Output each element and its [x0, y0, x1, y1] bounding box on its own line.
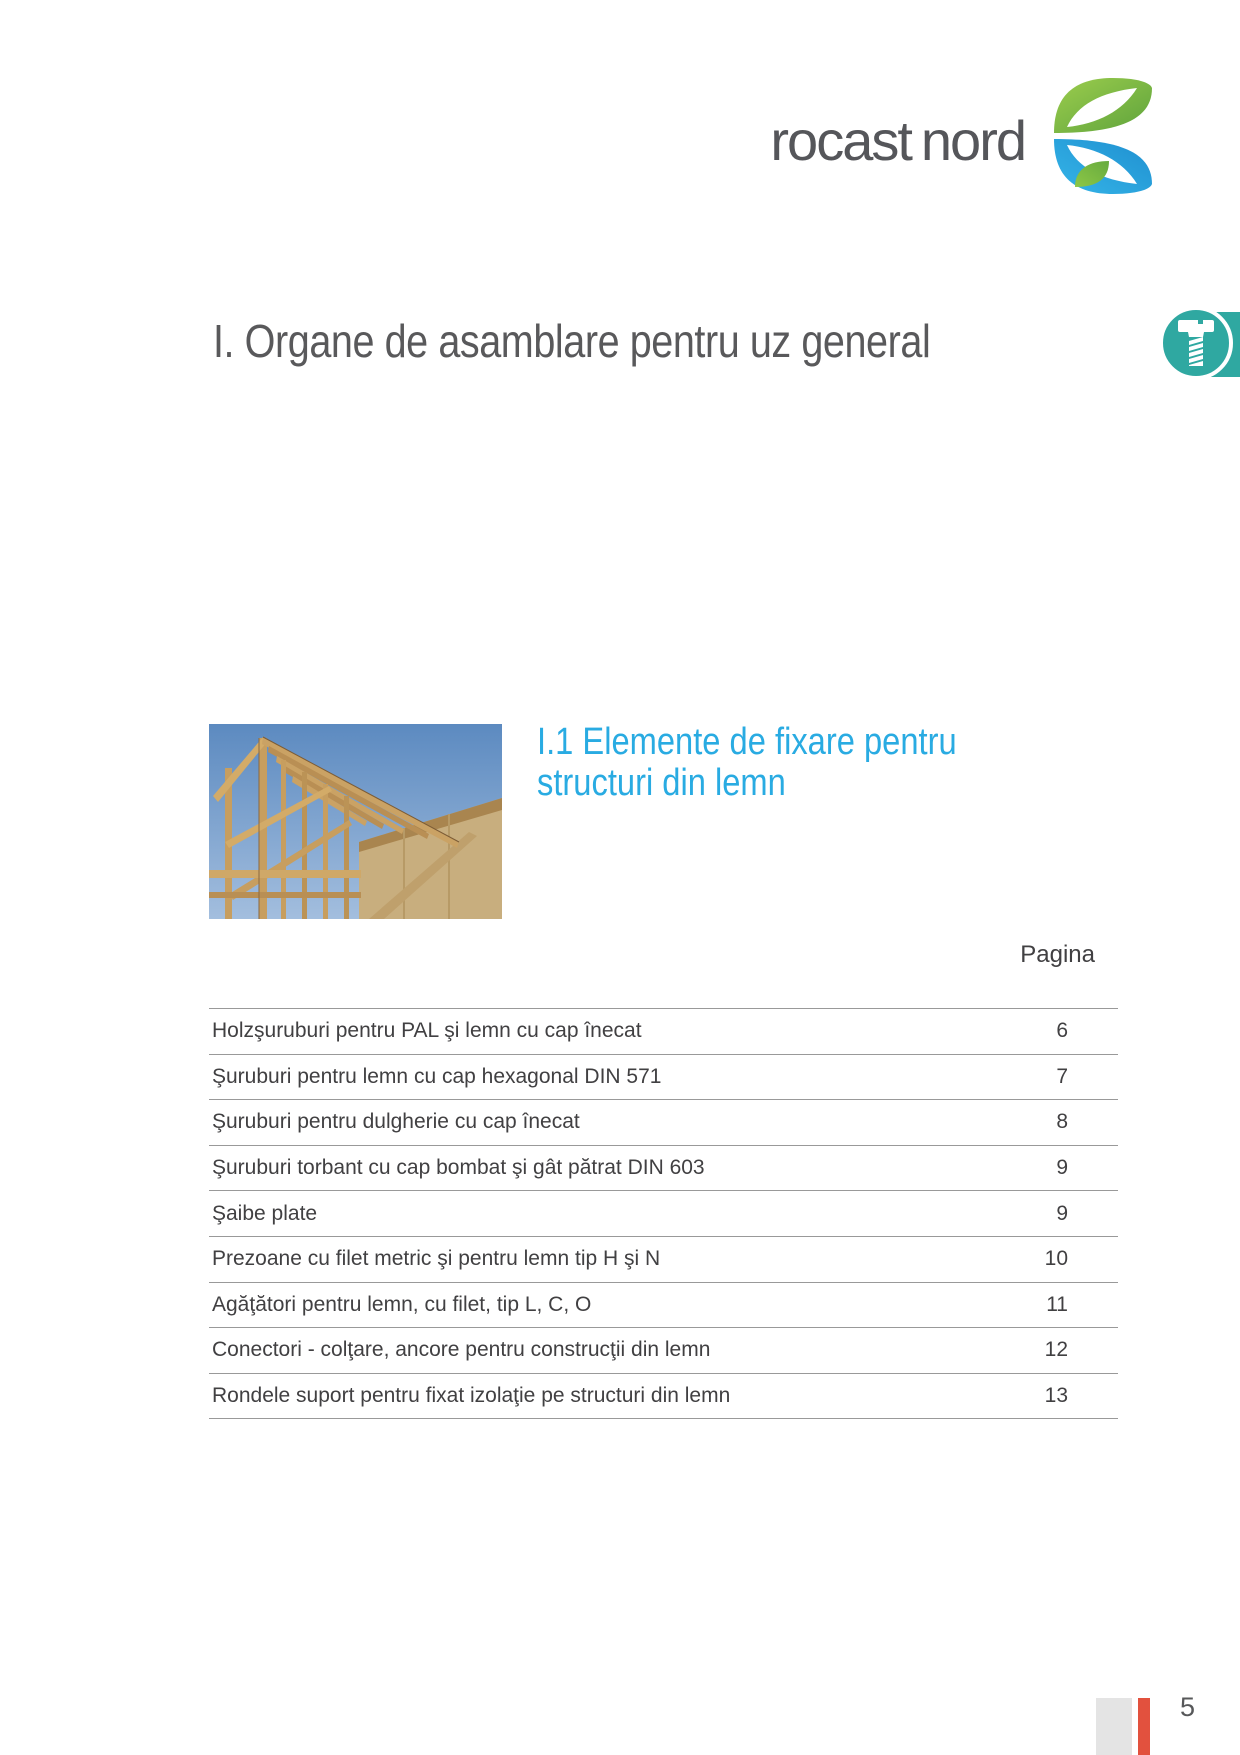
leaf-logo-icon — [1049, 75, 1157, 197]
toc-row[interactable] — [209, 1328, 1118, 1374]
toc-entry-label[interactable]: Rondele suport pentru fixat izolaţie pe structuri din lemn — [212, 1384, 731, 1408]
chapter-title: I. Organe de asamblare pentru uz general — [213, 315, 931, 367]
section-title — [537, 722, 957, 804]
toc-row[interactable] — [209, 1100, 1118, 1146]
toc-entry-label[interactable]: Şuruburi torbant cu cap bombat şi gât pătrat DIN 603 — [212, 1156, 705, 1180]
toc-entry-page[interactable]: 10 — [1044, 1247, 1068, 1271]
wood-structure-photo — [209, 724, 502, 919]
toc-entry-label[interactable]: Şuruburi pentru lemn cu cap hexagonal DIN 571 — [212, 1064, 662, 1088]
footer-red-bar — [1138, 1698, 1150, 1755]
toc-row[interactable] — [209, 1009, 1118, 1055]
toc-entry-page[interactable]: 9 — [1056, 1201, 1068, 1225]
toc-entry-page[interactable]: 7 — [1056, 1064, 1068, 1088]
toc-entry-page[interactable]: 13 — [1044, 1384, 1068, 1408]
toc-entry-label[interactable]: Holzşuruburi pentru PAL şi lemn cu cap înecat — [212, 1019, 642, 1043]
toc-row[interactable] — [209, 1055, 1118, 1101]
toc-entry-page[interactable]: 11 — [1046, 1292, 1068, 1316]
toc-entry-page[interactable]: 12 — [1044, 1338, 1068, 1362]
toc-entry-label[interactable]: Agăţători pentru lemn, cu filet, tip L, C, O — [212, 1292, 592, 1316]
toc-entry-page[interactable]: 6 — [1056, 1019, 1068, 1043]
toc-entry-label[interactable]: Şuruburi pentru dulgherie cu cap înecat — [212, 1110, 580, 1134]
logo-word-rocast: rocast — [770, 109, 911, 172]
logo-word-nord: nord — [920, 109, 1025, 172]
toc-row[interactable] — [209, 1374, 1118, 1420]
screw-icon — [1177, 318, 1215, 368]
footer-gray-bar — [1096, 1698, 1132, 1755]
logo-wordmark — [770, 108, 1025, 173]
toc-entry-label[interactable]: Conectori - colţare, ancore pentru construcţii din lemn — [212, 1338, 711, 1362]
toc-column-header: Pagina — [1020, 941, 1095, 968]
toc-entry-page[interactable]: 9 — [1056, 1156, 1068, 1180]
section-title-line2: structuri din lemn — [537, 762, 786, 804]
toc-table — [209, 1008, 1118, 1419]
page-number: 5 — [1180, 1692, 1196, 1722]
toc-entry-label[interactable]: Şaibe plate — [212, 1201, 318, 1225]
section-title-line1: I.1 Elemente de fixare pentru — [537, 721, 957, 763]
toc-entry-page[interactable]: 8 — [1056, 1110, 1068, 1134]
toc-row[interactable] — [209, 1283, 1118, 1329]
chapter-tab-circle — [1159, 306, 1233, 380]
toc-entry-label[interactable]: Prezoane cu filet metric şi pentru lemn tip H şi N — [212, 1247, 661, 1271]
toc-row[interactable] — [209, 1237, 1118, 1283]
toc-row[interactable] — [209, 1146, 1118, 1192]
toc-row[interactable] — [209, 1191, 1118, 1237]
